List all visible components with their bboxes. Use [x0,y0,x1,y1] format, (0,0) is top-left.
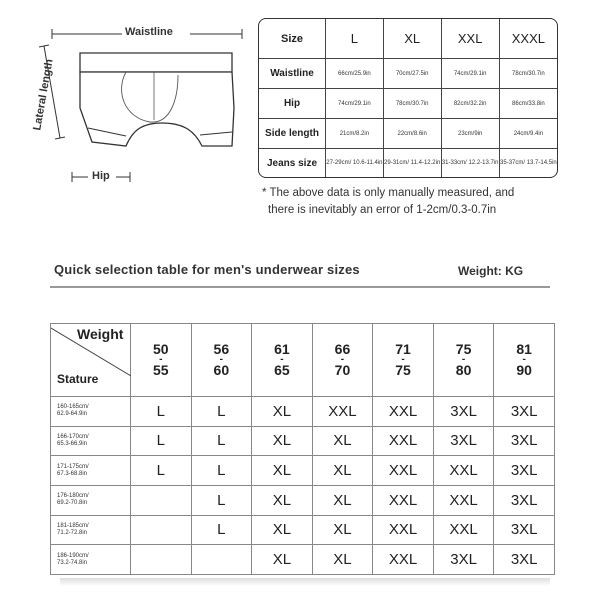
row-label: Hip [259,89,326,119]
hip-label: Hip [92,170,110,182]
stature-cell: 171-175cm/ 67.3-68.8in [51,456,131,486]
size-col-header: XXL [442,19,500,59]
measure-cell: 29-31cm/ 11.4-12.2in [384,149,442,177]
size-cell: XL [252,515,313,545]
stature-cell: 160-165cm/ 62.9-64.9in [51,397,131,427]
row-label: Jeans size [259,149,326,177]
measure-cell: 78cm/30.7in [500,59,557,89]
size-cell: 3XL [494,426,555,456]
size-cell: L [131,397,192,427]
weight-unit-label: Weight: KG [458,264,524,278]
size-cell: XXL [373,426,434,456]
measure-cell: 82cm/32.2in [442,89,500,119]
size-header-label: Size [259,19,326,59]
size-cell: XXL [373,485,434,515]
size-cell [131,485,192,515]
measurement-note [262,185,562,219]
stature-cell: 176-180cm/ 69.2-70.8in [51,485,131,515]
measure-cell: 22cm/8.6in [384,119,442,149]
size-chart-table [258,18,558,178]
measure-cell: 24cm/9.4in [500,119,557,149]
size-cell: 3XL [433,397,494,427]
size-cell: XL [312,515,373,545]
size-cell: L [191,397,252,427]
size-cell: L [131,456,192,486]
measure-cell: 86cm/33.8in [500,89,557,119]
size-cell: XL [252,456,313,486]
note-line: * The above data is only manually measured, and [262,187,515,199]
size-cell: L [191,426,252,456]
underwear-diagram [30,20,245,195]
measure-cell: 70cm/27.5in [384,59,442,89]
row-label: Side length [259,119,326,149]
size-cell: XXL [373,545,434,575]
size-row-waistline [259,59,557,89]
weight-range-header: 56 - 60 [191,324,252,397]
size-cell: XXL [373,397,434,427]
size-col-header: L [326,19,384,59]
table-row [51,456,555,486]
quick-table-title: Quick selection table for men's underwear sizes [54,262,360,277]
size-cell: L [191,485,252,515]
measure-cell: 78cm/30.7in [384,89,442,119]
measure-cell: 74cm/29.1in [442,59,500,89]
size-col-header: XXXL [500,19,557,59]
size-cell: 3XL [494,515,555,545]
size-cell [191,545,252,575]
size-row-side-length [259,119,557,149]
note-line: there is inevitably an error of 1-2cm/0.3-0.7in [268,204,497,216]
size-cell [131,515,192,545]
lateral-length-label: Lateral length [31,58,56,132]
size-cell: XXL [433,485,494,515]
measure-cell: 66cm/25.9in [326,59,384,89]
size-cell: XL [252,545,313,575]
stature-cell: 166-170cm/ 65.3-66.9in [51,426,131,456]
size-cell: 3XL [433,545,494,575]
bottom-shadow [60,578,550,586]
size-cell: L [191,515,252,545]
size-cell: 3XL [433,426,494,456]
size-cell: XL [312,456,373,486]
weight-range-header: 50 - 55 [131,324,192,397]
measure-cell: 21cm/8.2in [326,119,384,149]
underwear-outline-icon [30,20,245,195]
size-cell: 3XL [494,545,555,575]
table-row [51,397,555,427]
measure-cell: 74cm/29.1in [326,89,384,119]
stature-cell: 181-185cm/ 71.2-72.8in [51,515,131,545]
quick-selection-table [50,323,555,575]
size-cell: XL [252,397,313,427]
measure-cell: 27-29cm/ 10.6-11.4in [326,149,384,177]
size-cell: XL [312,485,373,515]
weight-range-header: 81 - 90 [494,324,555,397]
corner-cell [51,324,131,397]
weight-range-header: 75 - 80 [433,324,494,397]
size-cell: XXL [433,515,494,545]
size-cell [131,545,192,575]
corner-stature-label: Stature [57,372,99,386]
size-row-jeans [259,149,557,177]
stature-cell: 186-190cm/ 73.2-74.8in [51,545,131,575]
size-cell: 3XL [494,485,555,515]
size-cell: L [191,456,252,486]
waistline-label: Waistline [125,26,173,38]
size-cell: XL [312,545,373,575]
table-row [51,515,555,545]
table-row [51,426,555,456]
table-row [51,545,555,575]
size-cell: L [131,426,192,456]
measure-cell: 23cm/9in [442,119,500,149]
weight-range-header: 66 - 70 [312,324,373,397]
size-cell: 3XL [494,456,555,486]
corner-weight-label: Weight [77,326,124,342]
size-cell: XL [252,426,313,456]
size-cell: XL [312,426,373,456]
size-cell: XXL [373,515,434,545]
size-cell: XXL [373,456,434,486]
size-cell: XL [252,485,313,515]
measure-cell: 35-37cm/ 13.7-14.5in [500,160,557,167]
table-row [51,485,555,515]
weight-range-header: 71 - 75 [373,324,434,397]
size-col-header: XL [384,19,442,59]
quick-table-wrapper [50,323,555,585]
divider [50,286,550,288]
weight-header-row [51,324,555,397]
size-cell: 3XL [494,397,555,427]
weight-range-header: 61 - 65 [252,324,313,397]
size-cell: XXL [312,397,373,427]
row-label: Waistline [259,59,326,89]
size-row-hip [259,89,557,119]
measure-cell: 31-33cm/ 12.2-13.7in [442,149,500,177]
size-cell: XXL [433,456,494,486]
size-header-row [259,19,557,59]
